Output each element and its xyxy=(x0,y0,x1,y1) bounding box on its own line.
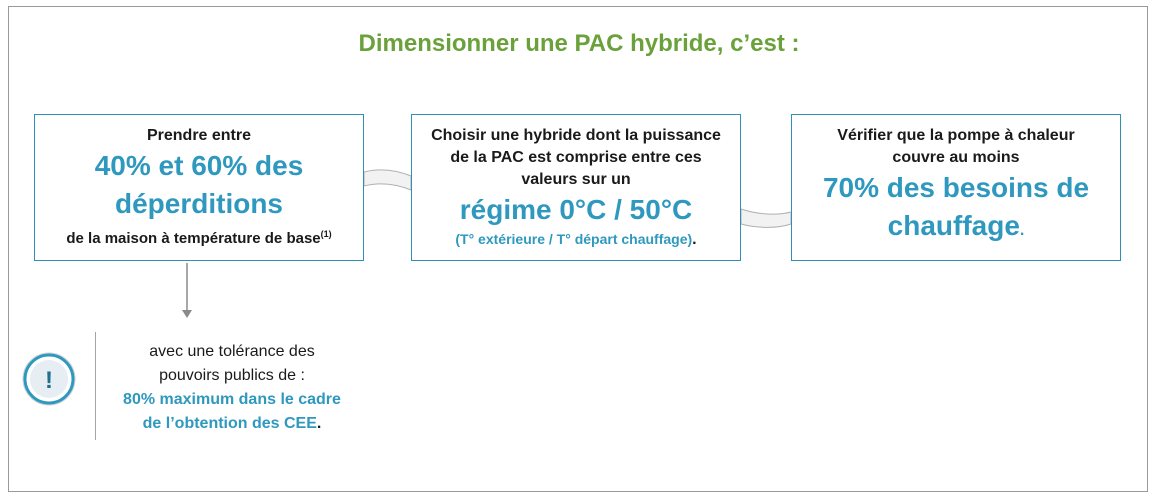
footnote-marker: (1) xyxy=(320,229,332,239)
box3-highlight-1: 70% des besoins de xyxy=(822,172,1090,203)
box2-line-2: de la PAC est comprise entre ces xyxy=(450,148,702,166)
note-highlight-1: 80% maximum dans le cadre xyxy=(123,391,341,408)
box1-highlight-2: déperditions xyxy=(114,188,283,219)
note-highlight-2: de l’obtention des CEE xyxy=(142,415,317,432)
box3-highlight-2-text: chauffage xyxy=(887,210,1020,241)
box2-line-1: Choisir une hybride dont la puissance xyxy=(431,126,721,144)
box3-line-2: couvre au moins xyxy=(892,149,1020,166)
box2-detail-text: (T° extérieure / T° départ chauffage) xyxy=(455,230,693,247)
exclamation-symbol: ! xyxy=(45,367,53,394)
exclamation-icon xyxy=(22,352,78,408)
box1-intro: Prendre entre xyxy=(146,127,252,144)
tolerance-note xyxy=(102,340,362,436)
note-divider xyxy=(95,332,96,440)
box3-line-1: Vérifier que la pompe à chaleur xyxy=(837,127,1075,144)
box3-highlight-end: . xyxy=(1019,222,1025,239)
box1-detail-text: de la maison à température de base xyxy=(66,230,321,247)
note-end: . xyxy=(316,415,322,432)
note-line-1: avec une tolérance des xyxy=(149,343,315,360)
box2-line-3: valeurs sur un xyxy=(521,170,631,188)
note-highlight-2-wrap xyxy=(102,412,362,436)
note-line-2: pouvoirs publics de : xyxy=(159,367,305,384)
box2-detail-end: . xyxy=(692,230,697,248)
box1-highlight-1: 40% et 60% des xyxy=(94,150,304,181)
diagram-title: Dimensionner une PAC hybride, c’est : xyxy=(358,30,800,57)
box2-highlight: régime 0°C / 50°C xyxy=(459,193,693,225)
